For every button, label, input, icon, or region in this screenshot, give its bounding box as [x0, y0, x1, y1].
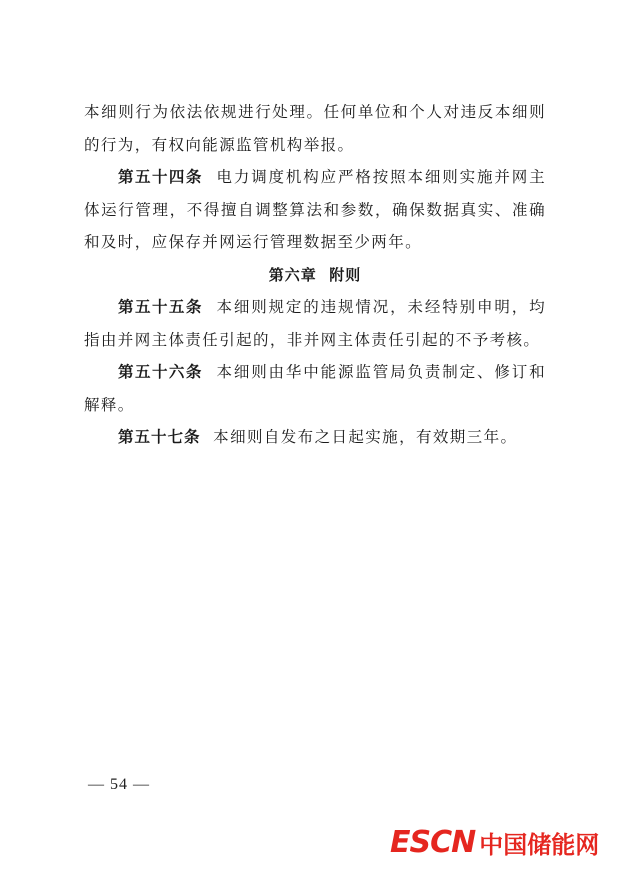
article-text: 本细则规定的违规情况，未经特别申明，均指由并网主体责任引起的，非并网主体责任引起的不予考核。 — [84, 298, 546, 349]
escn-logo — [390, 824, 599, 860]
chapter-heading: 第六章 附则 — [268, 265, 362, 284]
article-56 — [84, 356, 546, 421]
article-57 — [84, 421, 546, 454]
page-number: — 54 — — [88, 776, 150, 793]
article-text: 本细则自发布之日起实施，有效期三年。 — [213, 428, 518, 446]
document-body — [84, 96, 546, 454]
article-number: 第五十四条 — [118, 168, 203, 186]
logo-cjk: 中国储能网 — [479, 830, 600, 859]
article-55 — [84, 291, 546, 356]
article-text: 电力调度机构应严格按照本细则实施并网主体运行管理，不得擅自调整算法和参数，确保数据真实、准确和及时，应保存并网运行管理数据至少两年。 — [84, 168, 546, 251]
logo-latin: ESCN — [390, 824, 476, 860]
article-text: 本细则由华中能源监管局负责制定、修订和解释。 — [84, 363, 546, 414]
article-number: 第五十七条 — [118, 428, 201, 446]
article-number: 第五十五条 — [118, 298, 203, 316]
article-54 — [84, 161, 546, 259]
article-number: 第五十六条 — [118, 363, 203, 381]
paragraph-continuation: 本细则行为依法依规进行处理。任何单位和个人对违反本细则的行为，有权向能源监管机构举报。 — [84, 103, 546, 154]
